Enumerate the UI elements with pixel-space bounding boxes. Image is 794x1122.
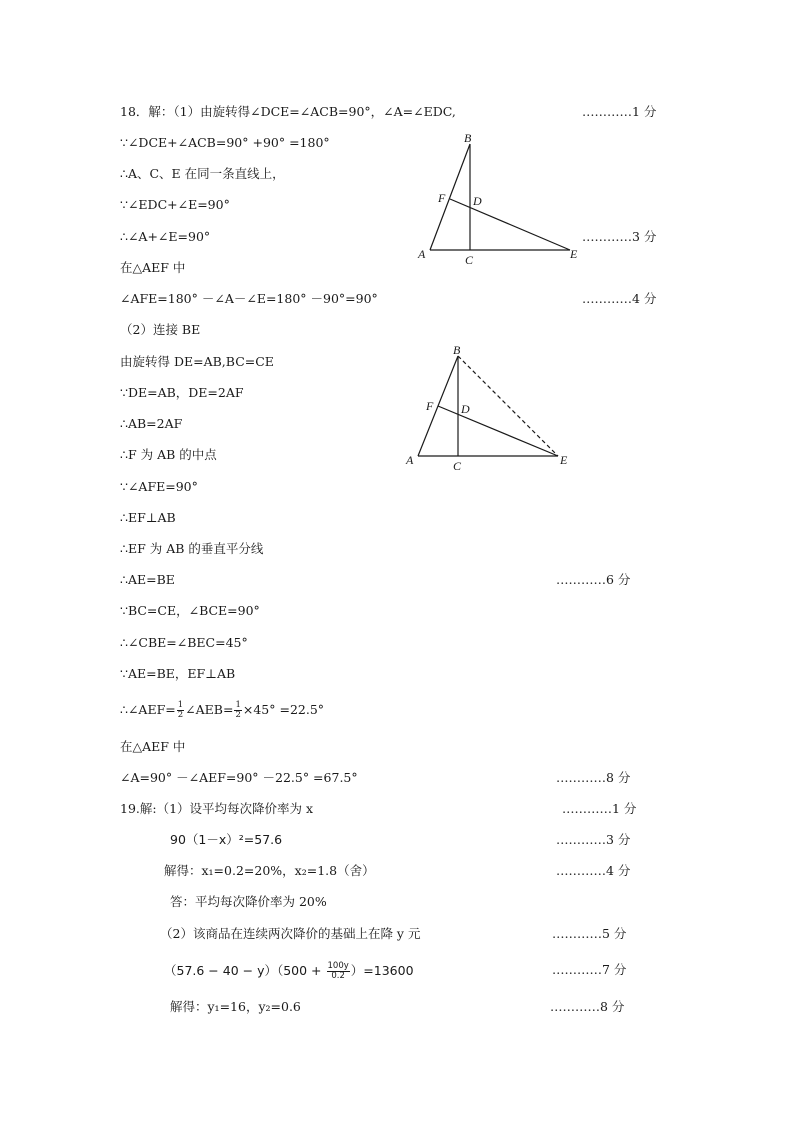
q18-line-14: ∴EF⊥AB — [120, 510, 176, 525]
frac2-den: 2 — [235, 710, 241, 720]
q18-line-17: ∵BC=CE，∠BCE=90° — [120, 603, 260, 618]
q19-score-1: …………1 分 — [562, 801, 637, 816]
fig2-label-f: F — [426, 399, 434, 413]
frac1-num: 1 — [177, 700, 184, 710]
q18-line-2: ∵∠DCE+∠ACB=90° +90° =180° — [120, 135, 330, 150]
q18-line-4: ∵∠EDC+∠E=90° — [120, 197, 230, 212]
frac1-den: 2 — [177, 710, 184, 720]
fig2-label-c: C — [453, 459, 462, 473]
q19-line-3: 解得：x₁=0.2=20%，x₂=1.8（舍） — [164, 863, 375, 878]
frac2-num: 1 — [235, 700, 241, 710]
q18-line-11: ∴AB=2AF — [120, 416, 183, 431]
fig1-label-e: E — [570, 247, 578, 261]
q18-score-3: …………3 分 — [582, 229, 657, 244]
q19-equation — [164, 962, 414, 981]
q18-line-3: ∴A、C、E 在同一条直线上， — [120, 166, 285, 181]
fig2-label-e: E — [560, 453, 568, 467]
fig2-segment-fe — [438, 406, 558, 456]
fig2-label-d: D — [461, 402, 470, 416]
q19-score-3: …………3 分 — [556, 832, 631, 847]
geometry-figure-2 — [400, 340, 600, 480]
geometry-figure-1 — [400, 130, 600, 270]
q19-line-last: 解得：y₁=16，y₂=0.6 — [170, 999, 301, 1014]
q18-line-12: ∴F 为 AB 的中点 — [120, 447, 217, 462]
q18-line-1: 18．解：（1）由旋转得∠DCE=∠ACB=90°，∠A=∠EDC, — [120, 104, 456, 119]
fig2-segment-be-dashed — [458, 356, 558, 456]
eq-suffix: ）=13600 — [350, 963, 414, 978]
q19-score-8: …………8 分 — [550, 999, 625, 1014]
q18-line-19: ∵AE=BE，EF⊥AB — [120, 666, 236, 681]
fig1-label-d: D — [473, 194, 482, 208]
fig1-label-b: B — [464, 131, 472, 145]
fig2-label-a: A — [406, 453, 414, 467]
q18-score-6: …………6 分 — [556, 572, 631, 587]
q18-aef-equation — [120, 701, 324, 720]
q19-score-7: …………7 分 — [552, 962, 627, 977]
aef-prefix: ∴∠AEF= — [120, 702, 176, 717]
eq-prefix: （57.6 − 40 − y）（500 + — [164, 963, 326, 978]
q18-line-9: 由旋转得 DE=AB,BC=CE — [120, 354, 274, 369]
aef-suffix: ×45° =22.5° — [242, 702, 325, 717]
q18-line-15: ∴EF 为 AB 的垂直平分线 — [120, 541, 264, 556]
q19-score-4: …………4 分 — [556, 863, 631, 878]
eq-frac-num: 100y — [327, 961, 349, 971]
q18-line-7: ∠AFE=180° －∠A－∠E=180° －90°=90° — [120, 291, 378, 306]
q19-line-1: 19.解:（1）设平均每次降价率为 x — [120, 801, 314, 816]
q19-line-2: 90（1－x）²=57.6 — [170, 832, 283, 847]
q18-line-6: 在△AEF 中 — [120, 260, 186, 275]
q18-line-21: 在△AEF 中 — [120, 739, 186, 754]
aef-mid: ∠AEB= — [185, 702, 234, 717]
q18-line-10: ∵DE=AB，DE=2AF — [120, 385, 244, 400]
fig1-label-c: C — [465, 253, 474, 267]
q18-line-22: ∠A=90° －∠AEF=90° －22.5° =67.5° — [120, 770, 358, 785]
fig1-label-f: F — [438, 191, 446, 205]
q18-line-8: （2）连接 BE — [120, 322, 201, 337]
fig2-label-b: B — [453, 343, 461, 357]
q18-score-8: …………8 分 — [556, 770, 631, 785]
q18-score-1: …………1 分 — [582, 104, 657, 119]
fraction-half-2 — [234, 701, 241, 720]
q18-line-5: ∴∠A+∠E=90° — [120, 229, 211, 244]
eq-frac-den: 0.2 — [331, 971, 345, 981]
q18-line-18: ∴∠CBE=∠BEC=45° — [120, 635, 248, 650]
q19-score-5: …………5 分 — [552, 926, 627, 941]
q19-line-4: 答：平均每次降价率为 20% — [170, 894, 327, 909]
fig1-segment-fe — [450, 199, 570, 250]
q18-line-16: ∴AE=BE — [120, 572, 175, 587]
fraction-half-1 — [177, 701, 184, 720]
q18-score-4: …………4 分 — [582, 291, 657, 306]
fig1-segment-ab — [430, 144, 470, 250]
fraction-100y-0.2 — [327, 962, 350, 981]
fig1-label-a: A — [418, 247, 426, 261]
q18-line-13: ∵∠AFE=90° — [120, 479, 198, 494]
q19-line-5: （2）该商品在连续两次降价的基础上在降 y 元 — [160, 926, 421, 941]
